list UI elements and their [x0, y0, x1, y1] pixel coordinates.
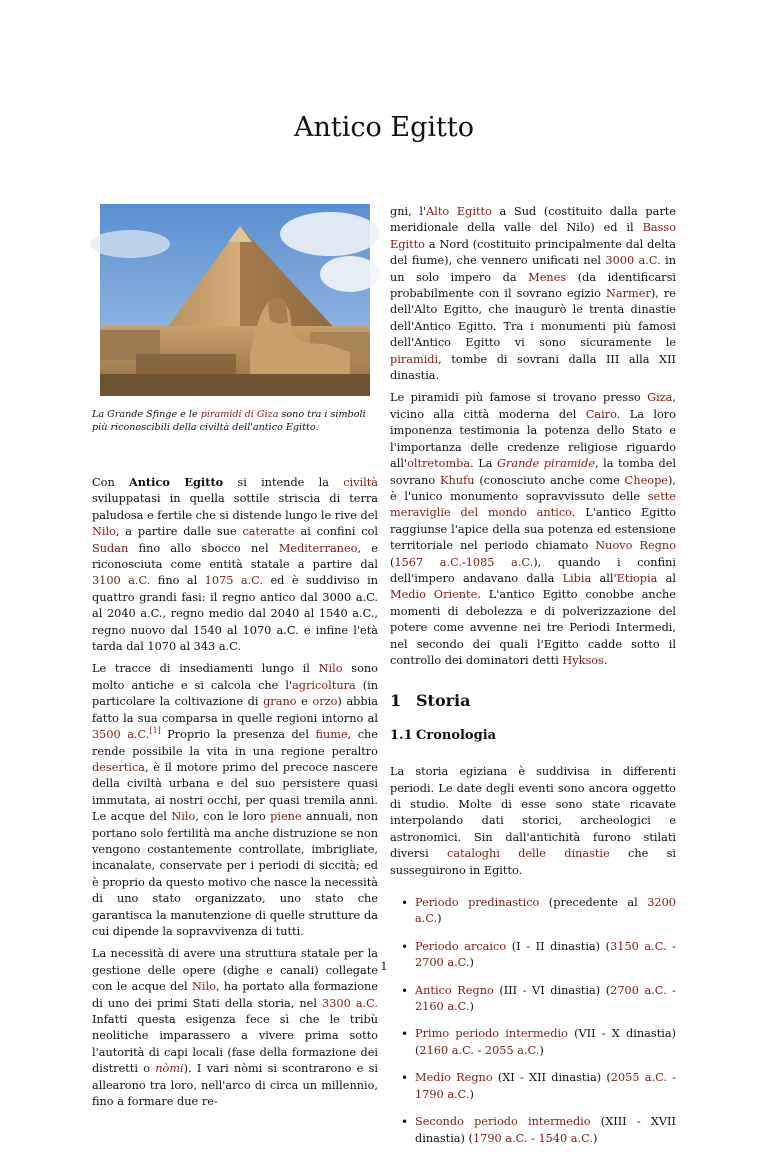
- text-run: -: [473, 1043, 485, 1057]
- right-column: [390, 204, 676, 1158]
- text-run: . La: [470, 457, 497, 471]
- text-run: La necessità di avere una struttura statale per la gestione delle opere (dighe e canali) collegate con le acque del: [92, 947, 378, 994]
- page-number: 1: [380, 960, 388, 973]
- left-column: [92, 204, 378, 1116]
- list-item: [390, 1070, 676, 1103]
- wiki-link[interactable]: 1085 a.C.: [465, 555, 534, 569]
- text-run: a Nord (costituito principalmente dal delta del fiume), che vennero unificati nel: [390, 237, 676, 268]
- text-run: sviluppatasi in quella sottile striscia di terra paludosa e fertile che si distende lungo le rive del: [92, 492, 379, 522]
- wiki-link[interactable]: Basso Egitto: [390, 221, 676, 251]
- wiki-link[interactable]: Cheope: [624, 473, 668, 487]
- wiki-link[interactable]: Giza: [647, 391, 673, 405]
- wiki-link[interactable]: Etiopia: [616, 571, 658, 585]
- wiki-link[interactable]: oltretomba: [407, 457, 471, 471]
- text-run: (III - VI dinastia) (: [493, 983, 611, 997]
- photo-illustration: [100, 204, 370, 396]
- wiki-link[interactable]: desertica: [92, 760, 146, 774]
- wiki-link[interactable]: 1790 a.C.: [415, 1087, 470, 1101]
- text-run: si intende la: [223, 476, 344, 489]
- text-run: ): [469, 956, 474, 970]
- paragraph: [92, 474, 378, 655]
- list-item: [390, 1026, 676, 1059]
- wiki-link[interactable]: Periodo arcaico: [415, 939, 507, 953]
- text-run: ) abbia fatto la sua comparsa in quelle regioni intorno al: [92, 695, 378, 725]
- text-run: al: [657, 571, 676, 585]
- text-run: Le piramidi più famose si trovano presso: [390, 391, 648, 405]
- text-run: in un solo impero da: [390, 254, 677, 284]
- text-run: ): [469, 1000, 474, 1014]
- text-run: . L'antico Egitto raggiunse l'apice della sua potenza ed estensione territoriale nel periodo chiamato: [390, 506, 676, 553]
- wiki-link[interactable]: 1567 a.C.: [394, 555, 462, 569]
- text-run: (da identificarsi probabilmente con il sovrano egizio: [390, 270, 676, 301]
- text-run: , e riconosciuta come entità statale a partire dal: [92, 541, 378, 572]
- wiki-link[interactable]: Antico Regno: [415, 983, 494, 997]
- text-run: Con: [92, 476, 129, 489]
- wiki-link[interactable]: Secondo periodo intermedio: [415, 1115, 591, 1129]
- wiki-link[interactable]: 3500 a.C.: [92, 728, 150, 742]
- wiki-link[interactable]: Sudan: [92, 541, 129, 555]
- sphinx-pyramid-photo: [100, 204, 370, 396]
- text-run: fino al: [150, 574, 205, 588]
- wiki-link[interactable]: 2700 a.C.: [610, 983, 667, 997]
- wiki-link[interactable]: Khufu: [440, 473, 475, 487]
- wiki-link[interactable]: 2700 a.C.: [415, 956, 470, 970]
- text-run: , tombe di sovrani dalla III alla XII dinastia.: [390, 352, 676, 383]
- wiki-link[interactable]: 1790 a.C.: [472, 1131, 528, 1145]
- sphinx-head: [268, 297, 288, 323]
- wiki-link[interactable]: Primo periodo intermedio: [415, 1027, 568, 1041]
- paragraph: [390, 764, 676, 879]
- text-run: all': [591, 571, 617, 585]
- text-run: ed è suddiviso in quattro grandi fasi: il regno antico dal 3000 a.C. al 2040 a.C., regno medio dal 2040 al 1540 a.C., regno nuovo dal 1540 al 1070 a.C. e infine l'età tarda dal 1070 al 343 a.C.: [92, 574, 379, 654]
- text-run: a Sud (costituito dalla parte meridionale della valle del Nilo) ed il: [390, 205, 676, 235]
- wiki-link[interactable]: 3100 a.C.: [92, 574, 151, 588]
- list-item: [390, 1114, 676, 1147]
- figure-caption: La Grande Sfinge e le piramidi di Giza sono tra i simboli più riconoscibili della civiltà dell'antico Egitto.: [92, 409, 366, 433]
- text-run: (precedente al: [539, 896, 648, 910]
- text-run: ): [469, 1087, 474, 1101]
- wiki-link[interactable]: Mediterraneo: [278, 541, 358, 555]
- text-run: La storia egiziana è suddivisa in differenti periodi. Le date degli eventi sono ancora oggetto di studio. Molte di esse sono state ricavate interpolando dati storici, archeologici e astronomici. Sin dall'antichità furono stilati diversi: [390, 765, 676, 861]
- wiki-link[interactable]: Nilo: [171, 810, 196, 824]
- list-item: [390, 983, 676, 1016]
- text-run: Infatti questa esigenza fece sì che le tribù neolitiche imparassero a vivere prima sotto l'autorità di capi locali (fase della formazione dei distretti o: [92, 1013, 378, 1076]
- wiki-link[interactable]: 3200 a.C.: [415, 896, 676, 926]
- text-run: (conosciuto anche come: [474, 473, 625, 487]
- wiki-link[interactable]: Nilo: [318, 662, 343, 676]
- wiki-link[interactable]: nòmi: [155, 1062, 184, 1076]
- text-run: gni, l': [390, 205, 427, 218]
- text-run: , è il motore primo del precoce nascere della civiltà urbana e del suo persistere quasi immutata, ai nostri occhi, per quasi tremila anni. Le acque del: [92, 760, 378, 824]
- text-run: -: [666, 939, 676, 953]
- text-run: , a partire dalle sue: [115, 525, 243, 539]
- wiki-link[interactable]: orzo: [312, 695, 338, 709]
- text-run: ), è l'unico monumento sopravvissuto delle: [390, 473, 676, 503]
- text-run: ): [539, 1043, 544, 1057]
- text-run: sono molto antiche e si calcola che l': [92, 662, 378, 692]
- text-run: ): [437, 912, 442, 926]
- wiki-link[interactable]: 2055 a.C.: [610, 1071, 667, 1085]
- wiki-link[interactable]: Periodo predinastico: [415, 896, 540, 910]
- text-run: (VII - X dinastia) (: [415, 1027, 676, 1057]
- wiki-link[interactable]: Menes: [528, 270, 567, 284]
- text-run: (: [390, 555, 395, 569]
- text-run: -: [666, 983, 676, 997]
- wiki-link[interactable]: 1075 a.C.: [204, 574, 264, 588]
- wiki-link[interactable]: Hyksos: [562, 653, 604, 667]
- wiki-link[interactable]: cataloghi delle dinastie: [447, 847, 610, 861]
- footnote-ref[interactable]: [1]: [149, 726, 161, 736]
- paragraph: [390, 204, 676, 384]
- wiki-link[interactable]: sette meraviglie del mondo antico: [390, 489, 676, 520]
- text-run: , ha portato alla formazione di uno dei primi Stati della storia, nel: [92, 980, 378, 1010]
- text-run: -: [461, 555, 466, 569]
- bold-text: Antico Egitto: [128, 475, 224, 489]
- text-run: ), re dell'Alto Egitto, che inaugurò le trenta dinastie dell'Antico Egitto. Tra i monumenti più famosi dell'Antico Egitto vi sono sicuramente le: [390, 287, 676, 350]
- wiki-link[interactable]: Alto Egitto: [426, 205, 492, 218]
- paragraph: [390, 390, 676, 669]
- wiki-link[interactable]: Narmer: [605, 287, 651, 301]
- wiki-link[interactable]: 2160 a.C.: [419, 1043, 474, 1057]
- page-title: Antico Egitto: [294, 112, 474, 143]
- text-run: ): [592, 1131, 598, 1145]
- text-run: annuali, non portano solo fertilità ma anche distruzione se non vengono costantemente controllate, imbrigliate, incanalate, conservate per i periodi di siccità; ed è proprio da questo motivo che nasce la necessità di uno stato organizzato, uno stato che garantisca la manutenzione di quelle strutture da cui dipende la sopravvivenza di tutti.: [92, 810, 378, 938]
- subsection-heading-cronologia: 1.1 Cronologia: [390, 727, 497, 743]
- text-run: ), quando i confini dell'impero andavano dalla: [390, 555, 677, 585]
- text-run: . La loro imponenza testimonia la potenza dello Stato e l'importanza delle credenze religiose riguardo all': [390, 407, 676, 471]
- text-run: -: [527, 1131, 539, 1145]
- wiki-link[interactable]: cateratte: [242, 525, 295, 539]
- paragraph: [92, 661, 378, 940]
- text-run: (in particolare la coltivazione di: [92, 678, 379, 709]
- text-run: che si susseguirono in Egitto.: [390, 847, 676, 877]
- text-run: .: [603, 653, 608, 667]
- caption-link-piramidi[interactable]: piramidi di Giza: [200, 409, 279, 420]
- text-run: ). I vari nòmi si scontrarono e si allearono tra loro, nell'arco di circa un millennio, fino a formare due re-: [92, 1062, 378, 1109]
- wiki-link[interactable]: 3000 a.C.: [605, 254, 661, 268]
- text-run: e: [296, 695, 313, 709]
- text-run: (XIII - XVII dinastia) (: [415, 1115, 676, 1145]
- text-run: , vicino alla città moderna del: [390, 391, 676, 421]
- wiki-link[interactable]: piene: [270, 810, 302, 824]
- wiki-link[interactable]: piramidi: [390, 352, 439, 366]
- text-run: , la tomba del sovrano: [390, 457, 676, 487]
- text-run: . L'antico Egitto conobbe anche momenti di debolezza e di polverizzazione del potere come avvenne nei tre Periodi Intermedi, nel secondo dei quali l'Egitto cadde sotto il controllo dei dominatori detti: [390, 588, 676, 667]
- wiki-link[interactable]: 2055 a.C.: [484, 1043, 540, 1057]
- wiki-link[interactable]: Medio Oriente: [390, 588, 478, 602]
- wiki-link[interactable]: Medio Regno: [415, 1071, 493, 1085]
- text-run: -: [666, 1071, 676, 1085]
- text-run: (XI - XII dinastia) (: [492, 1071, 611, 1085]
- text-run: , che rende possibile la vita in una regione peraltro: [92, 728, 378, 758]
- wiki-link[interactable]: Cairo: [585, 407, 617, 421]
- wiki-link[interactable]: grano: [263, 695, 297, 709]
- wiki-link[interactable]: Nilo: [92, 525, 116, 539]
- text-run: Le tracce di insediamenti lungo il: [92, 662, 319, 676]
- list-item: [390, 895, 676, 928]
- wiki-link[interactable]: 2160 a.C.: [415, 1000, 470, 1014]
- wiki-link[interactable]: agricoltura: [292, 678, 356, 692]
- text-run: Proprio la presenza del: [160, 728, 316, 742]
- wiki-link[interactable]: Libia: [562, 571, 592, 585]
- section-heading-storia: 1 Storia: [390, 691, 471, 711]
- wiki-link[interactable]: Nilo: [192, 980, 216, 994]
- wiki-link[interactable]: 1540 a.C.: [538, 1131, 593, 1145]
- wiki-link[interactable]: Grande piramide: [496, 457, 596, 471]
- wiki-link[interactable]: civiltà: [343, 476, 379, 489]
- wiki-link[interactable]: 3150 a.C.: [610, 939, 667, 953]
- text-run: , con le loro: [195, 810, 271, 824]
- period-list: [390, 895, 676, 1147]
- wiki-link[interactable]: 3300 a.C.: [322, 996, 379, 1010]
- text-run: fino allo sbocco nel: [128, 541, 279, 555]
- wiki-link[interactable]: Nuovo Regno: [595, 539, 676, 553]
- text-run: ai confini col: [294, 525, 378, 539]
- wiki-link[interactable]: fiume: [315, 728, 348, 742]
- text-run: (I - II dinastia) (: [506, 939, 611, 953]
